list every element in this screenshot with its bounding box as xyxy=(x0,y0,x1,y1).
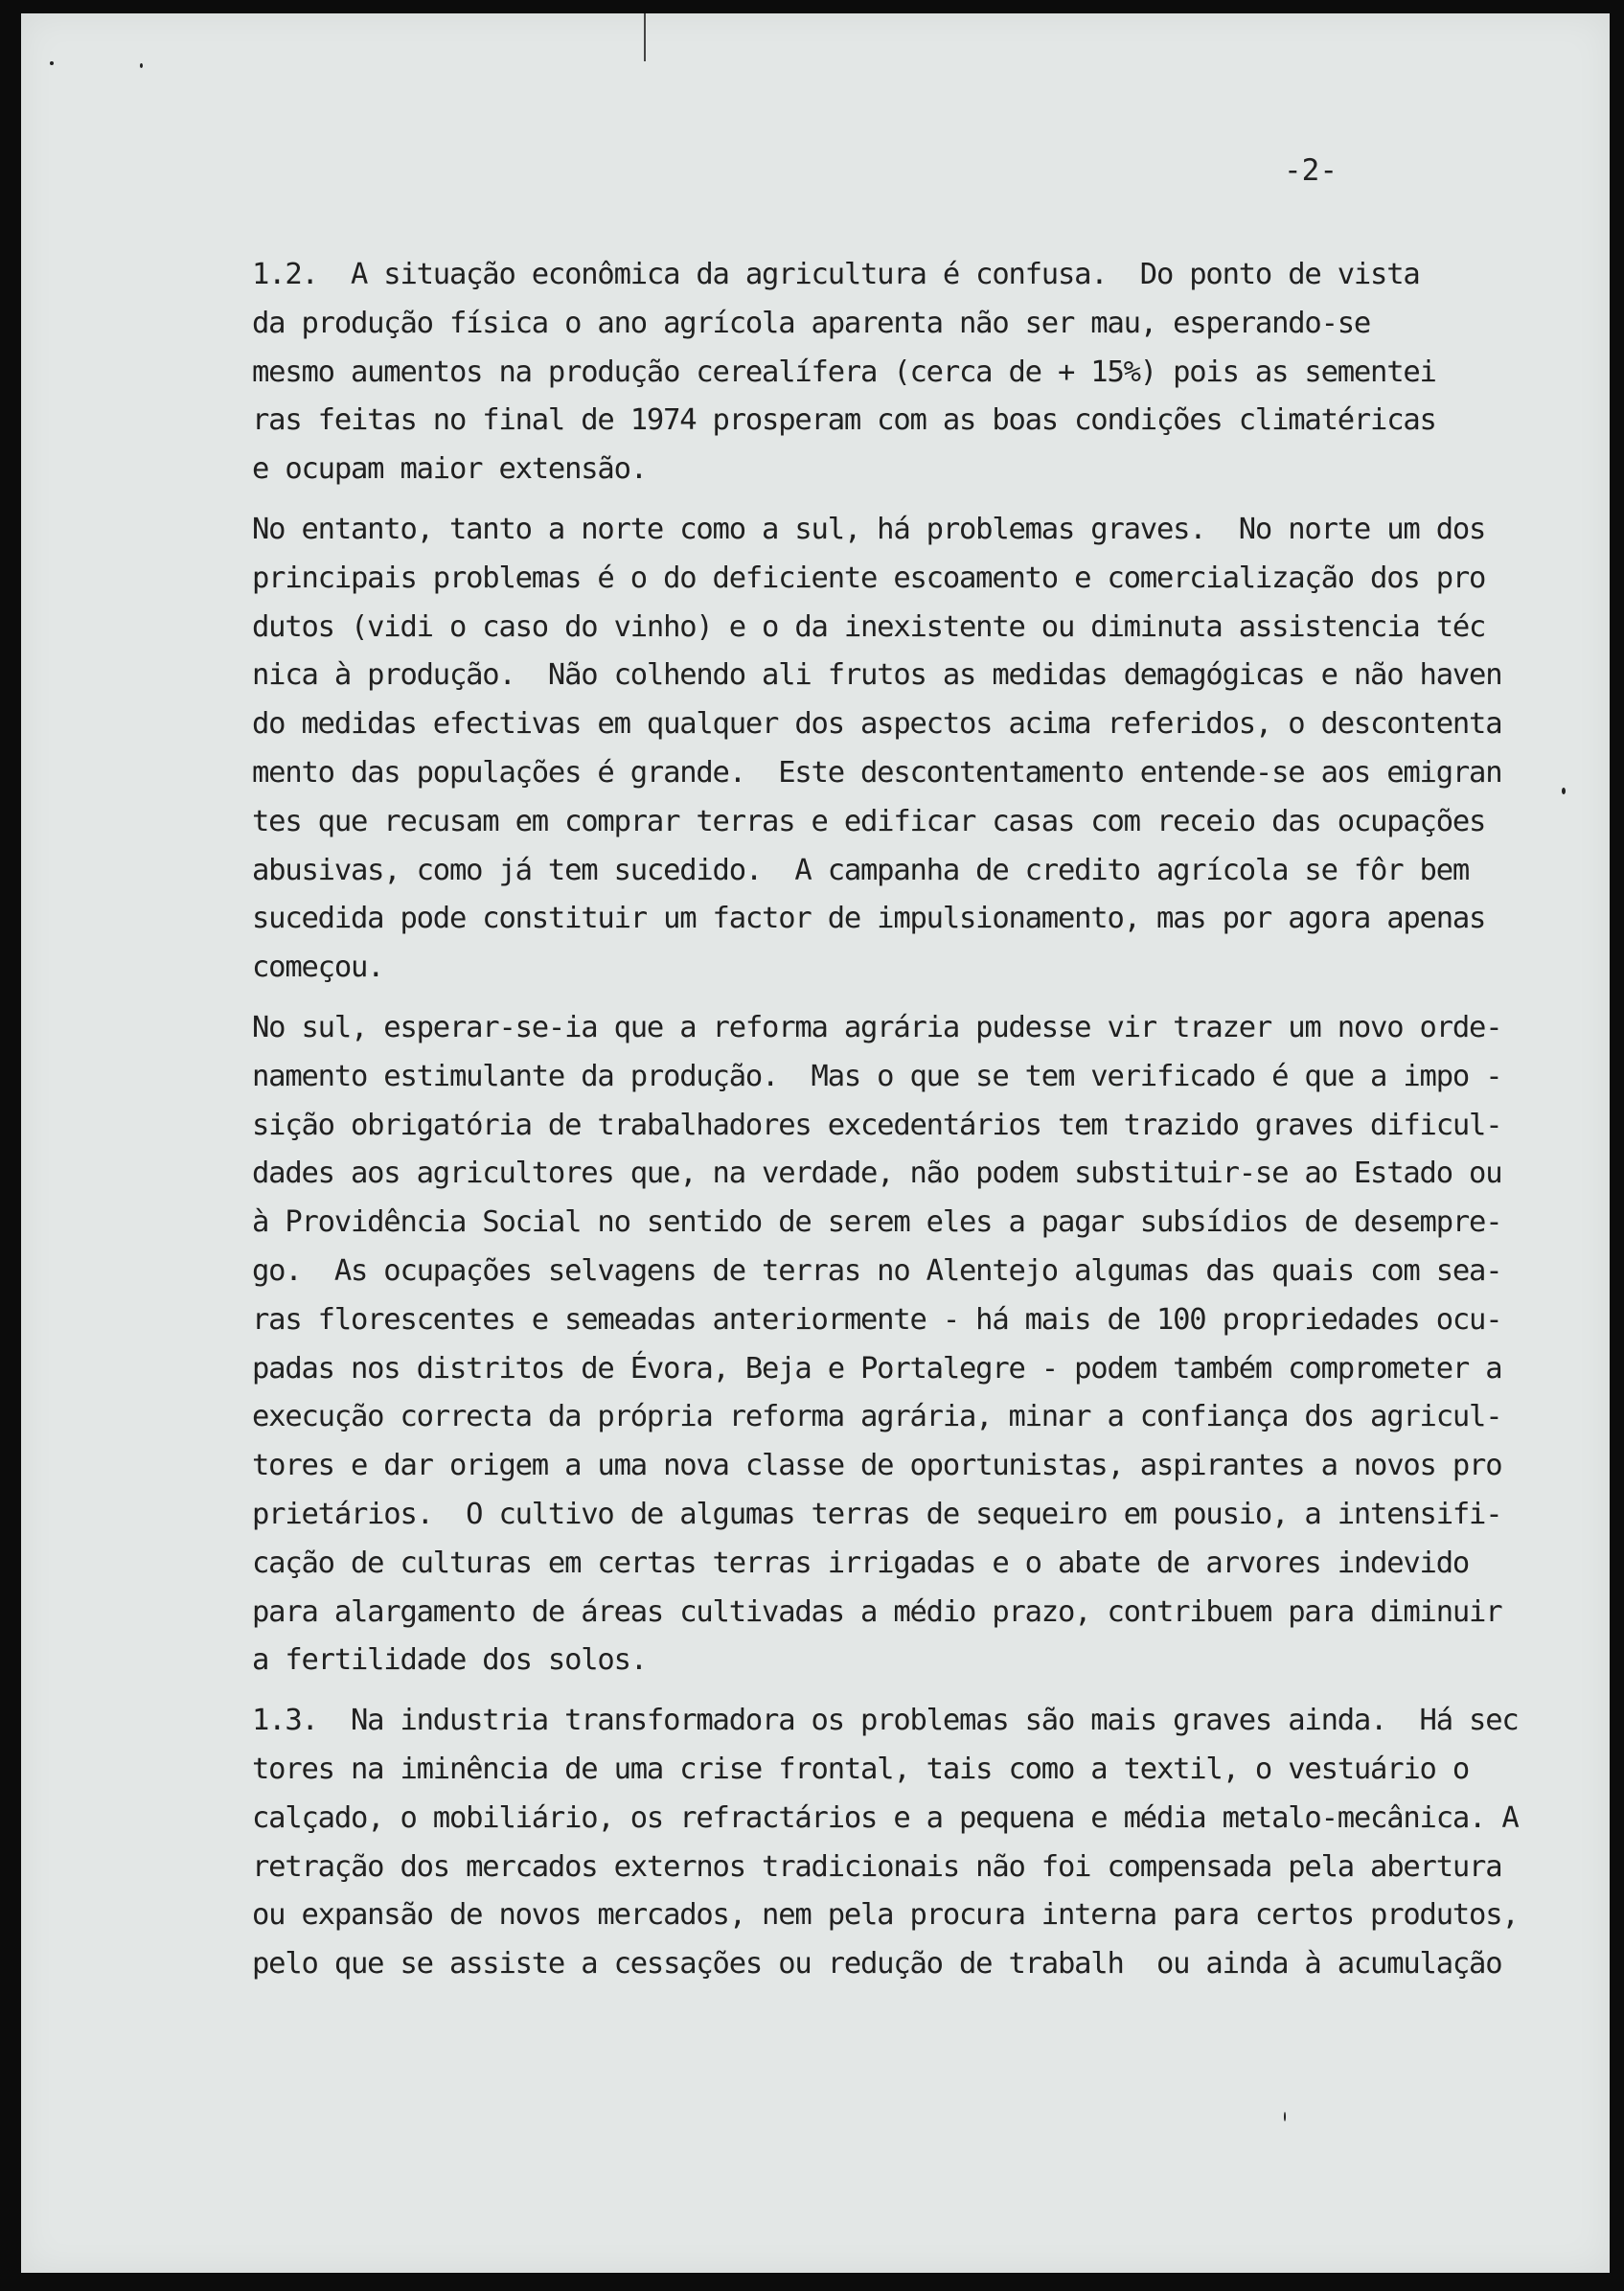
text-line: 1.2. A situação econômica da agricultura é confusa. Do ponto de vista xyxy=(252,258,1420,291)
text-line: tores na iminência de uma crise frontal, tais como a textil, o vestuário o xyxy=(252,1752,1470,1786)
text-line: tes que recusam em comprar terras e edificar casas com receio das ocupações xyxy=(252,804,1486,838)
text-line: mento das populações é grande. Este descontentamento entende-se aos emigran xyxy=(252,755,1502,790)
text-line: retração dos mercados externos tradicionais não foi compensada pela abertura xyxy=(252,1849,1502,1884)
text-line: prietários. O cultivo de algumas terras de sequeiro em pousio, a intensifi- xyxy=(252,1497,1502,1531)
text-line: calçado, o mobiliário, os refractários e a pequena e média metalo-mecânica. A xyxy=(252,1800,1519,1835)
text-line: 1.3. Na industria transformadora os problemas são mais graves ainda. Há sec xyxy=(252,1704,1519,1738)
text-line: do medidas efectivas em qualquer dos aspectos acima referidos, o descontenta xyxy=(252,707,1502,742)
text-line: No sul, esperar-se-ia que a reforma agrária pudesse vir trazer um novo orde- xyxy=(252,1010,1502,1044)
paragraph-1-2 xyxy=(252,251,1478,494)
text-line: à Providência Social no sentido de serem eles a pagar subsídios de desempre- xyxy=(252,1205,1502,1240)
page-number: -2- xyxy=(1284,153,1338,188)
text-line: dades aos agricultores que, na verdade, não podem substituir-se ao Estado ou xyxy=(252,1157,1502,1191)
text-line: sição obrigatória de trabalhadores excedentários tem trazido graves dificul- xyxy=(252,1108,1502,1142)
text-line: começou. xyxy=(252,951,384,985)
text-line: mesmo aumentos na produção cerealífera (cerca de + 15%) pois as sementei xyxy=(252,355,1436,389)
text-line: pelo que se assiste a cessações ou redução de trabalh ou ainda à acumulação xyxy=(252,1947,1502,1982)
paragraph-sul xyxy=(252,1004,1502,1685)
body-text xyxy=(252,251,1519,2001)
scan-speck xyxy=(1562,788,1566,794)
text-line: ras feitas no final de 1974 prosperam com as boas condições climatéricas xyxy=(252,403,1436,438)
text-line: ou expansão de novos mercados, nem pela procura interna para certos produtos, xyxy=(252,1898,1519,1933)
scan-speck xyxy=(50,61,54,65)
text-line: nica à produção. Não colhendo ali frutos as medidas demagógicas e não haven xyxy=(252,658,1502,693)
scan-speck xyxy=(140,63,143,68)
margin-mark xyxy=(644,13,646,61)
text-line: No entanto, tanto a norte como a sul, há problemas graves. No norte um dos xyxy=(252,512,1486,546)
text-line: a fertilidade dos solos. xyxy=(252,1643,647,1678)
text-line: tores e dar origem a uma nova classe de oportunistas, aspirantes a novos pro xyxy=(252,1449,1502,1483)
text-line: abusivas, como já tem sucedido. A campanha de credito agrícola se fôr bem xyxy=(252,853,1470,887)
paragraph-1-3 xyxy=(252,1697,1519,1989)
text-line: padas nos distritos de Évora, Beja e Portalegre - podem também comprometer a xyxy=(252,1351,1502,1386)
scan-speck xyxy=(1284,2112,1286,2121)
text-line: e ocupam maior extensão. xyxy=(252,452,647,487)
text-line: da produção física o ano agrícola aparenta não ser mau, esperando-se xyxy=(252,306,1371,340)
text-line: namento estimulante da produção. Mas o que se tem verificado é que a impo - xyxy=(252,1059,1502,1093)
paragraph-norte xyxy=(252,506,1502,993)
text-line: dutos (vidi o caso do vinho) e o da inexistente ou diminuta assistencia téc xyxy=(252,609,1486,644)
text-line: execução correcta da própria reforma agrária, minar a confiança dos agricul- xyxy=(252,1400,1502,1434)
text-line: principais problemas é o do deficiente escoamento e comercialização dos pro xyxy=(252,561,1486,595)
text-line: ras florescentes e semeadas anteriormente - há mais de 100 propriedades ocu- xyxy=(252,1302,1502,1337)
text-line: sucedida pode constituir um factor de impulsionamento, mas por agora apenas xyxy=(252,902,1486,936)
text-line: go. As ocupações selvagens de terras no Alentejo algumas das quais com sea- xyxy=(252,1253,1502,1288)
text-line: cação de culturas em certas terras irrigadas e o abate de arvores indevido xyxy=(252,1546,1470,1580)
text-line: para alargamento de áreas cultivadas a médio prazo, contribuem para diminuir xyxy=(252,1594,1502,1629)
